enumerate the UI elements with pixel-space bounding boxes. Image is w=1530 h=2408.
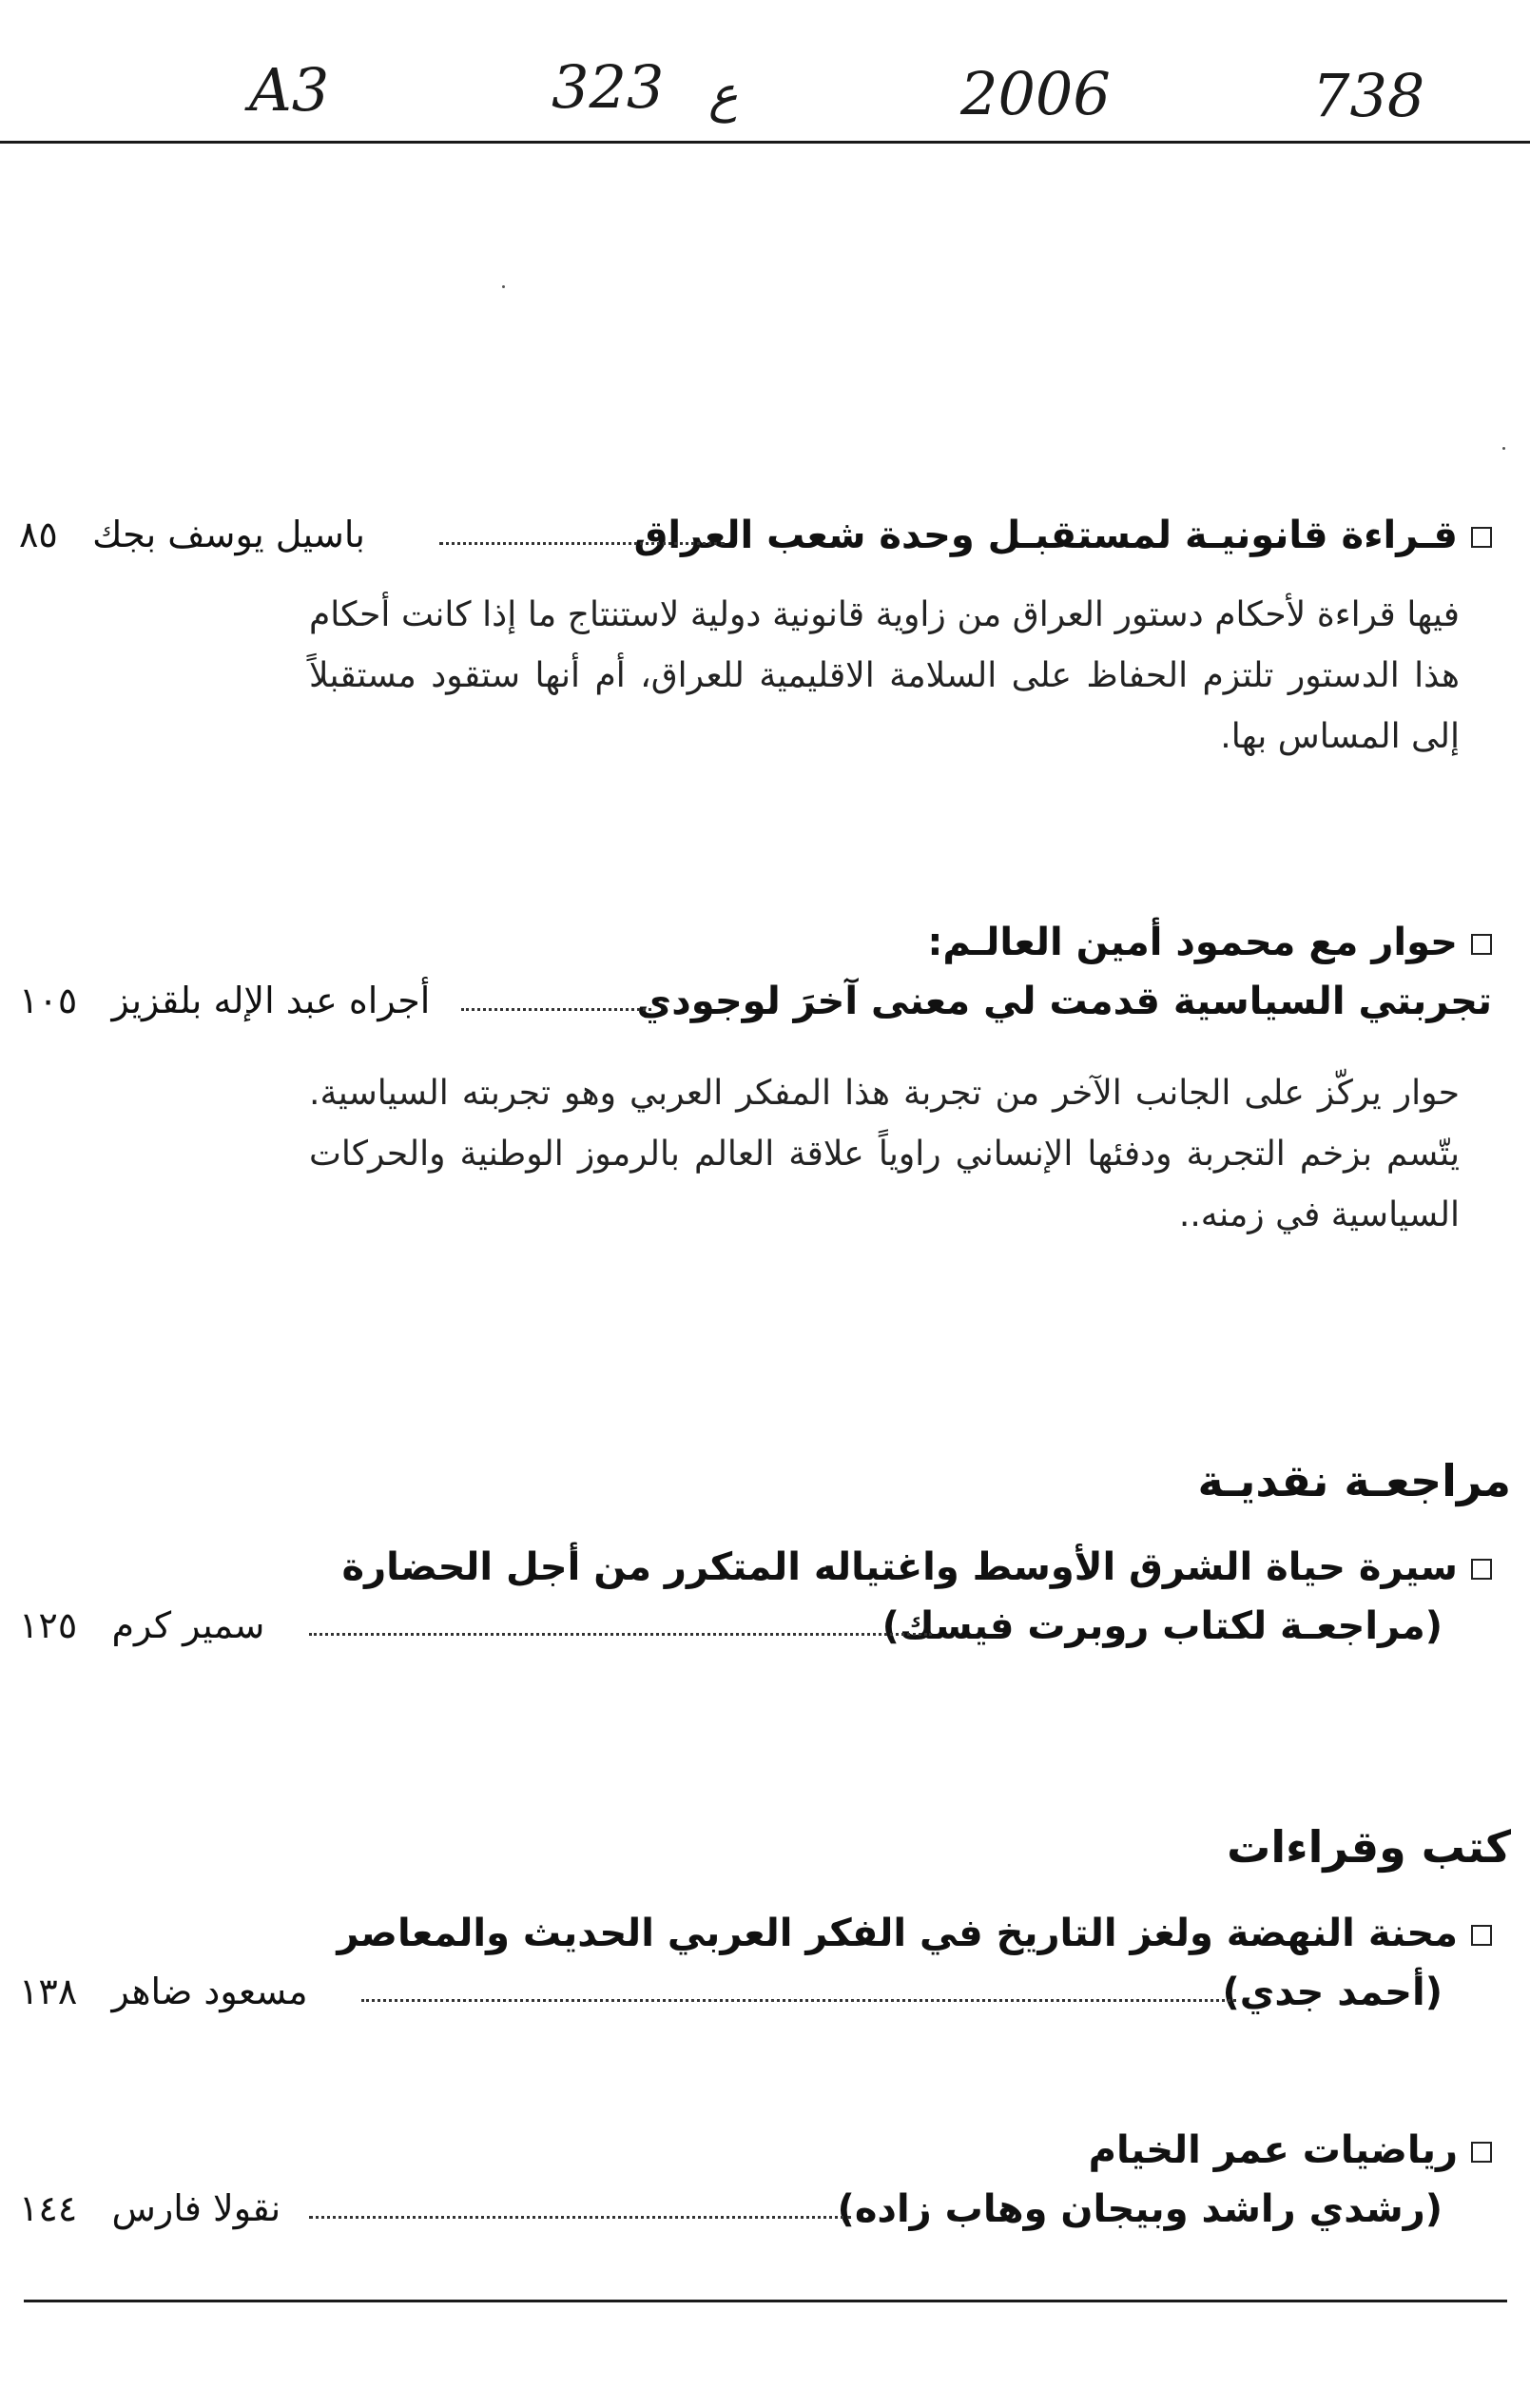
entry-page: ١٤٤	[19, 2187, 78, 2229]
entry-pretitle-line	[19, 921, 1492, 980]
entry-title-line	[19, 1545, 1492, 1604]
toc-entry	[19, 514, 1492, 573]
entry-page: ١٢٥	[19, 1604, 78, 1646]
dot-leader	[439, 542, 725, 545]
checkbox-icon	[1471, 2142, 1492, 2163]
entry-author-page	[19, 1971, 308, 2012]
entry-subtitle-line	[19, 2187, 1492, 2246]
entry-pretitle	[927, 921, 1492, 964]
checkbox-icon	[1471, 1559, 1492, 1580]
handwritten-code-a: A3	[249, 55, 330, 125]
toc-entry	[19, 2128, 1492, 2246]
handwritten-code-b: 323	[552, 52, 665, 122]
handwritten-number: 738	[1312, 61, 1425, 130]
entry-pretitle-text: حوار مع محمود أمين العالـم:	[927, 921, 1458, 964]
checkbox-icon	[1471, 527, 1492, 548]
entry-title-text: قـراءة قانونيـة لمستقبـل وحدة شعب العراق	[633, 514, 1458, 557]
toc-entry	[19, 921, 1492, 1039]
entry-author: باسيل يوسف بجك	[92, 514, 365, 555]
entry-author: سمير كرم	[111, 1604, 265, 1646]
section-heading: مراجعـة نقديـة	[1197, 1455, 1511, 1506]
entry-title-line	[19, 1912, 1492, 1971]
dot-leader	[361, 1999, 1236, 2002]
entry-page: ١٣٨	[19, 1971, 78, 2012]
entry-title-text: محنة النهضة ولغز التاريخ في الفكر العربي الحديث والمعاصر	[337, 1912, 1458, 1955]
entry-title-line	[19, 980, 1492, 1039]
toc-entry	[19, 1545, 1492, 1663]
entry-page: ٨٥	[19, 514, 58, 555]
entry-subtitle-line	[19, 1604, 1492, 1663]
top-rule	[0, 141, 1530, 144]
entry-title-text: سيرة حياة الشرق الأوسط واغتياله المتكرر من أجل الحضارة	[341, 1545, 1458, 1589]
scan-speck	[502, 285, 505, 288]
entry-author-page	[19, 980, 430, 1021]
entry-title-line	[19, 514, 1492, 573]
entry-title-line	[19, 2128, 1492, 2187]
entry-author: نقولا فارس	[111, 2187, 281, 2229]
entry-title: تجربتي السياسية قدمت لي معنى آخرَ لوجودي	[636, 980, 1492, 1023]
entry-title	[342, 1545, 1493, 1589]
entry-author-page	[19, 2187, 281, 2229]
dot-leader	[309, 2216, 851, 2219]
entry-subtitle: (مراجعـة لكتاب روبرت فيسك)	[881, 1604, 1443, 1648]
scan-speck	[1502, 447, 1505, 450]
entry-page: ١٠٥	[19, 980, 78, 1021]
handwritten-code-c: ع	[708, 67, 739, 124]
entry-subtitle: (رشدي راشد وبيجان وهاب زاده)	[837, 2187, 1443, 2231]
entry-title	[337, 1912, 1492, 1955]
entry-subtitle-line	[19, 1971, 1492, 2029]
entry-subtitle: (أحمد جدي)	[1222, 1971, 1443, 2014]
entry-description: فيها قراءة لأحكام دستور العراق من زاوية قانونية دولية لاستنتاج ما إذا كانت أحكام هذا الدستور تلتزم الحفاظ على السلامة الاقليمية للعراق، أم أنها ستقود مستقبلاً إلى المساس بها.	[309, 595, 1460, 756]
toc-entry	[19, 1912, 1492, 2029]
entry-author-page	[19, 1604, 264, 1646]
checkbox-icon	[1471, 1925, 1492, 1946]
section-heading: كتب وقراءات	[1227, 1821, 1511, 1873]
entry-title	[1089, 2128, 1492, 2172]
entry-description: حوار يركّز على الجانب الآخر من تجربة هذا المفكر العربي وهو تجربته السياسية. يتّسم بزخم التجربة ودفئها الإنساني راوياً علاقة العالم بالرموز الوطنية والحركات السياسية في زمنه..	[309, 1074, 1460, 1234]
dot-leader	[461, 1008, 651, 1011]
entry-author: أجراه عبد الإله بلقزيز	[111, 980, 431, 1021]
dot-leader	[309, 1633, 932, 1636]
entry-title	[634, 514, 1492, 557]
entry-title-text: رياضيات عمر الخيام	[1088, 2128, 1458, 2172]
entry-author: مسعود ضاهر	[111, 1971, 308, 2012]
entry-author-page	[19, 514, 365, 555]
checkbox-icon	[1471, 934, 1492, 955]
handwritten-year: 2006	[960, 59, 1111, 128]
bottom-rule	[24, 2300, 1507, 2302]
